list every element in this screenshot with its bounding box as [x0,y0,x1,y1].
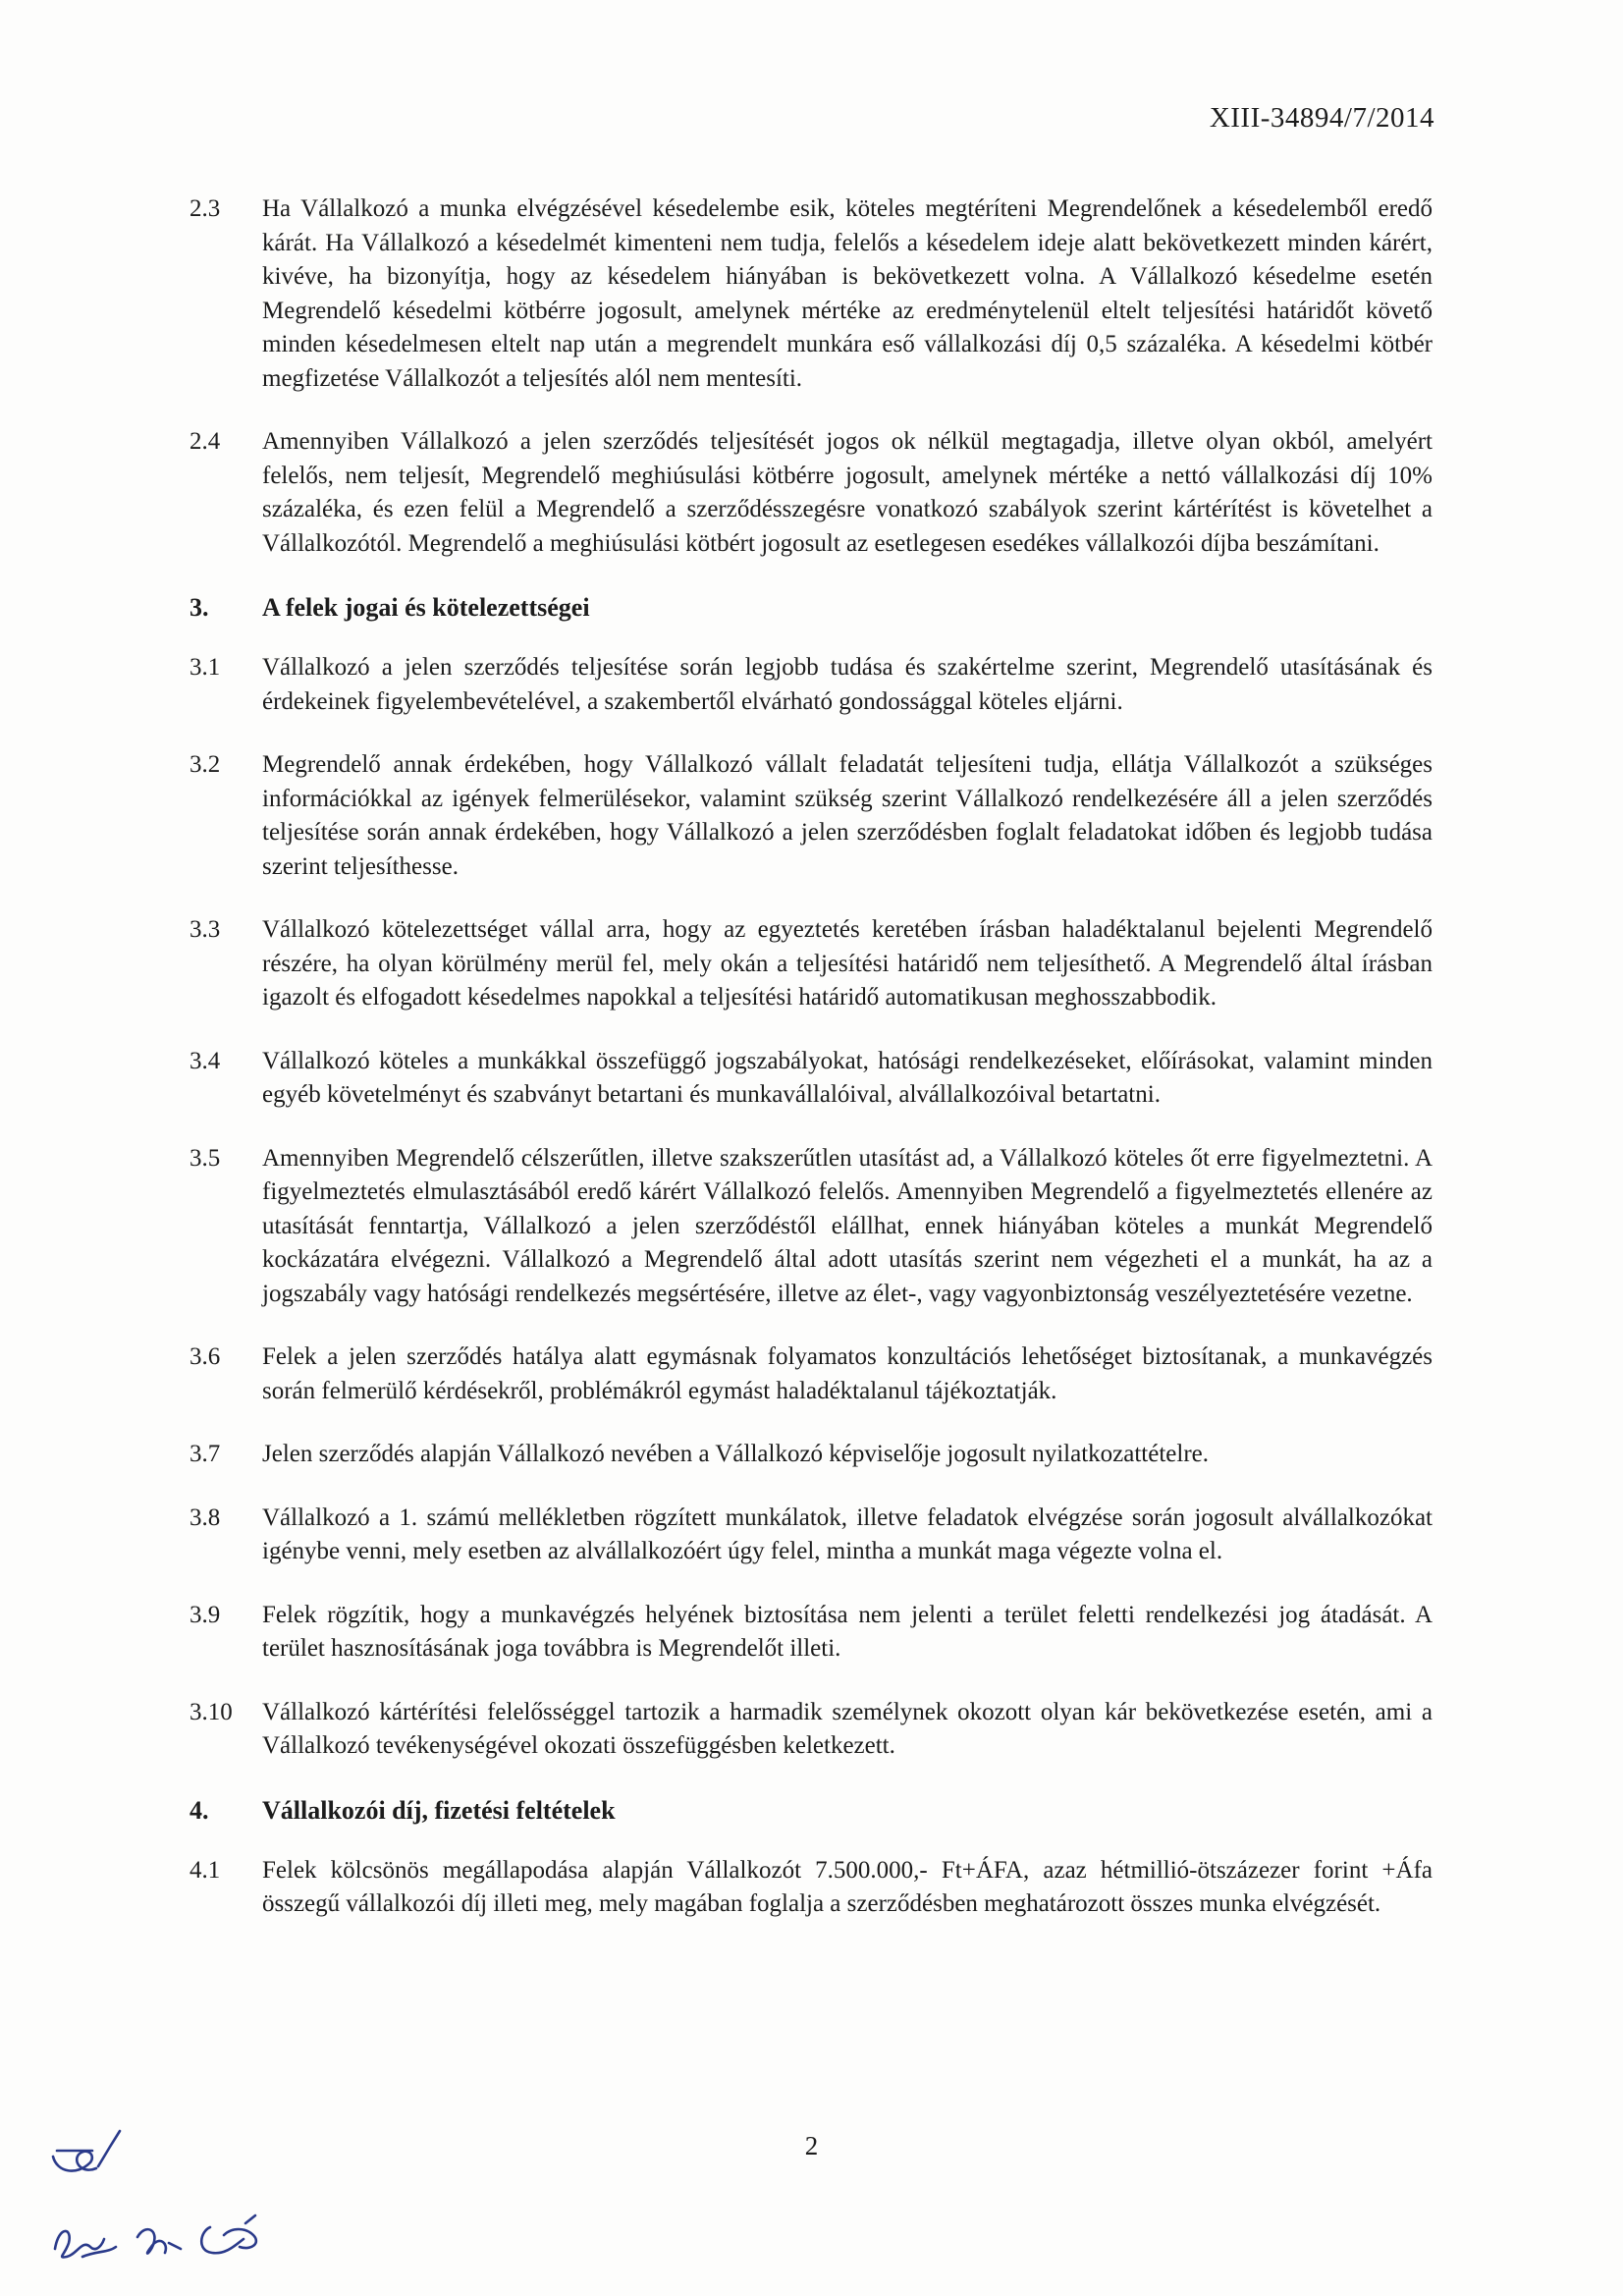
clause-paragraph [189,913,1433,1015]
clause-paragraph [189,425,1433,561]
clause-text: Jelen szerződés alapján Vállalkozó nevében a Vállalkozó képviselője jogosult nyilatkozattételre. [262,1441,1210,1467]
clause-number: 3.9 [189,1601,221,1628]
section-title: A felek jogai és kötelezettségei [262,593,590,622]
signature-bottom [55,2215,256,2257]
clause-paragraph [189,1438,1433,1472]
clause-number: 3.8 [189,1503,221,1531]
clause-number: 4.1 [189,1856,221,1884]
clause-number: 3.1 [189,654,221,681]
document-reference: XIII-34894/7/2014 [1209,102,1434,134]
clause-paragraph [189,192,1433,396]
clause-paragraph [189,651,1433,719]
clause-paragraph [189,1696,1433,1764]
clause-number: 3.2 [189,751,221,778]
clause-text: Felek a jelen szerződés hatálya alatt egymásnak folyamatos konzultációs lehetőséget biztosítanak, a munkavégzés során felmerülő kérdésekről, problémákról egymást haladéktalanul tájékoztatják. [262,1343,1433,1404]
clause-number: 3.6 [189,1343,221,1370]
clause-paragraph [189,1502,1433,1569]
clause-paragraph [189,1045,1433,1113]
clause-text: Vállalkozó a jelen szerződés teljesítése során legjobb tudása és szakértelme szerint, Megrendelő utasításának és érdekeinek figyelembevételével, a szakembertől elvárható gondossággal köteles eljárni. [262,654,1433,715]
clause-paragraph [189,1340,1433,1408]
clause-number: 3.3 [189,916,221,943]
clause-paragraph [189,1599,1433,1667]
clause-text: Vállalkozó kártérítési felelősséggel tartozik a harmadik személynek okozott olyan kár bekövetkezése esetén, ami a Vállalkozó tevékenységével okozati összefüggésben keletkezett. [262,1698,1433,1759]
clause-number: 3.10 [189,1698,233,1725]
clause-text: Felek rögzítik, hogy a munkavégzés helyének biztosítása nem jelenti a terület feletti rendelkezési jog átadását. A terület hasznosításának joga továbbra is Megrendelőt illeti. [262,1601,1433,1662]
clause-text: Felek kölcsönös megállapodása alapján Vállalkozót 7.500.000,- Ft+ÁFA, azaz hétmillió-ötszázezer forint +Áfa összegű vállalkozói díj illeti meg, mely magában foglalja a szerződésben meghatározott összes munka elvégzését. [262,1856,1433,1917]
handwritten-signature-initials [43,2129,338,2276]
clause-paragraph [189,748,1433,884]
section-number: 4. [189,1795,209,1825]
clause-number: 2.4 [189,428,221,455]
clause-number: 3.7 [189,1441,221,1467]
clause-text: Vállalkozó kötelezettséget vállal arra, hogy az egyeztetés keretében írásban haladéktalanul bejelenti Megrendelő részére, ha olyan körülmény merül fel, mely okán a teljesítési határidő nem teljesíthető. A Megrendelő által írásban igazolt és elfogadott késedelmes napokkal a teljesítési határidő automatikusan meghosszabbodik. [262,916,1433,1011]
signature-top [53,2131,120,2171]
section-number: 3. [189,593,209,622]
section-heading [189,1793,1433,1829]
clause-text: Vállalkozó köteles a munkákkal összefüggő jogszabályokat, hatósági rendelkezéseket, előírásokat, valamint minden egyéb követelményt és szabványt betartani és munkavállalóival, alvállalkozóival betartatni. [262,1047,1433,1108]
clause-paragraph [189,1142,1433,1312]
clause-text: Amennyiben Vállalkozó a jelen szerződés teljesítését jogos ok nélkül megtagadja, illetve olyan okból, amelyért felelős, nem teljesít, Megrendelő meghiúsulási kötbérre jogosult, amelynek mértéke a nettó vállalkozási díj 10% százaléka, és ezen felül a Megrendelő a szerződésszegésre vonatkozó szabályok szerint kártérítést is követelhet a Vállalkozótól. Megrendelő a meghiúsulási kötbért jogosult az esetlegesen esedékes vállalkozói díjba beszámítani. [262,428,1433,557]
clause-text: Ha Vállalkozó a munka elvégzésével késedelembe esik, köteles megtéríteni Megrendelőnek a késedelemből eredő kárát. Ha Vállalkozó a késedelmét kimenteni nem tudja, felelős a késedelem ideje alatt bekövetkezett minden kárért, kivéve, ha bizonyítja, hogy az késedelem hiányában is bekövetkezett volna. A Vállalkozó késedelme esetén Megrendelő késedelmi kötbérre jogosult, amelynek mértéke az eredménytelenül eltelt teljesítési határidőt követő minden késedelmesen eltelt nap után a megrendelt munkára eső vállalkozási díj 0,5 százaléka. A késedelmi kötbér megfizetése Vállalkozót a teljesítés alól nem mentesíti. [262,195,1433,392]
section-title: Vállalkozói díj, fizetési feltételek [262,1795,616,1825]
clause-text: Megrendelő annak érdekében, hogy Vállalkozó vállalt feladatát teljesíteni tudja, ellátja Vállalkozót a szükséges információkkal az igények felmerülésekor, valamint szükség szerint Vállalkozó rendelkezésére áll a jelen szerződés teljesítése során annak érdekében, hogy Vállalkozó a jelen szerződésben foglalt feladatokat időben és legjobb tudása szerint teljesíthesse. [262,751,1433,880]
clause-text: Amennyiben Megrendelő célszerűtlen, illetve szakszerűtlen utasítást ad, a Vállalkozó köteles őt erre figyelmeztetni. A figyelmeztetés elmulasztásából eredő kárért Vállalkozó felelős. Amennyiben Megrendelő a figyelmeztetés ellenére az utasítását fenntartja, Vállalkozó a jelen szerződéstől elállhat, ennek hiányában köteles a munkát Megrendelő kockázatára elvégezni. Vállalkozó a Megrendelő által adott utasítás szerint nem végezheti el a munkát, ha az a jogszabály vagy hatósági rendelkezés megsértésére, illetve az élet-, vagy vagyonbiztonság veszélyeztetésére vezetne. [262,1144,1433,1307]
clause-text: Vállalkozó a 1. számú mellékletben rögzített munkálatok, illetve feladatok elvégzése során jogosult alvállalkozókat igénybe venni, mely esetben az alvállalkozóért úgy felel, mintha a munkát maga végezte volna el. [262,1503,1433,1564]
clause-number: 3.5 [189,1144,221,1172]
clause-number: 3.4 [189,1047,221,1074]
clause-paragraph [189,1854,1433,1922]
document-body [189,192,1433,1951]
clause-number: 2.3 [189,195,221,222]
page-number: 2 [804,2131,819,2160]
section-heading [189,590,1433,626]
